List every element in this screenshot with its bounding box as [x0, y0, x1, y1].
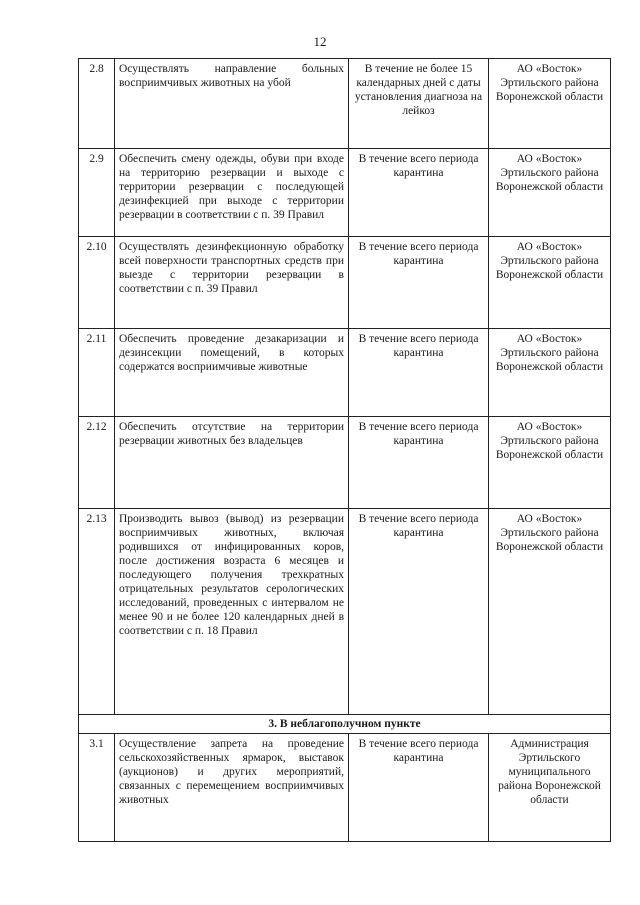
section-header: 3. В неблагополучном пункте: [79, 715, 611, 734]
row-term: В течение всего периода карантина: [349, 237, 489, 329]
row-term: В течение не более 15 календарных дней с даты установления диагноза на лейкоз: [349, 59, 489, 149]
row-action: Осуществлять направление больных восприимчивых животных на убой: [115, 59, 349, 149]
measures-table: [78, 58, 611, 842]
row-action: Производить вывоз (вывод) из резервации восприимчивых животных, включая родившихся от инфицированных коров, после достижения возраста 6 месяцев и последующего получения трехкратных отрицательных результатов серологических исследований, проведенных с интервалом не менее 90 и не более 120 календарных дней в соответствии с п. 18 Правил: [115, 509, 349, 715]
row-term: В течение всего периода карантина: [349, 509, 489, 715]
row-responsible: АО «Восток» Эртильского района Воронежской области: [489, 59, 611, 149]
row-responsible: АО «Восток» Эртильского района Воронежской области: [489, 417, 611, 509]
section-header-row: [79, 715, 611, 734]
table-row: [79, 329, 611, 417]
row-responsible: АО «Восток» Эртильского района Воронежской области: [489, 149, 611, 237]
row-number: 2.12: [79, 417, 115, 509]
row-term: В течение всего периода карантина: [349, 417, 489, 509]
row-number: 3.1: [79, 734, 115, 842]
row-term: В течение всего периода карантина: [349, 329, 489, 417]
row-number: 2.9: [79, 149, 115, 237]
row-number: 2.8: [79, 59, 115, 149]
row-responsible: Администрация Эртильского муниципального района Воронежской области: [489, 734, 611, 842]
row-number: 2.11: [79, 329, 115, 417]
table-row: [79, 417, 611, 509]
row-number: 2.10: [79, 237, 115, 329]
table-row: [79, 59, 611, 149]
table-row: [79, 149, 611, 237]
row-responsible: АО «Восток» Эртильского района Воронежской области: [489, 509, 611, 715]
row-action: Осуществление запрета на проведение сельскохозяйственных ярмарок, выставок (аукционов) и других мероприятий, связанных с перемещением восприимчивых животных: [115, 734, 349, 842]
row-action: Обеспечить проведение дезакаризации и дезинсекции помещений, в которых содержатся восприимчивые животные: [115, 329, 349, 417]
row-responsible: АО «Восток» Эртильского района Воронежской области: [489, 329, 611, 417]
page-number: 12: [313, 34, 327, 49]
row-term: В течение всего периода карантина: [349, 149, 489, 237]
row-number: 2.13: [79, 509, 115, 715]
table-row: [79, 734, 611, 842]
table-row: [79, 509, 611, 715]
row-responsible: АО «Восток» Эртильского района Воронежской области: [489, 237, 611, 329]
table-row: [79, 237, 611, 329]
row-action: Обеспечить смену одежды, обуви при входе на территорию резервации и выходе с территории резервации с последующей дезинфекцией при выходе с территории резервации в соответствии с п. 39 Правил: [115, 149, 349, 237]
row-term: В течение всего периода карантина: [349, 734, 489, 842]
row-action: Осуществлять дезинфекционную обработку всей поверхности транспортных средств при выезде с территории резервации в соответствии с п. 39 Правил: [115, 237, 349, 329]
row-action: Обеспечить отсутствие на территории резервации животных без владельцев: [115, 417, 349, 509]
